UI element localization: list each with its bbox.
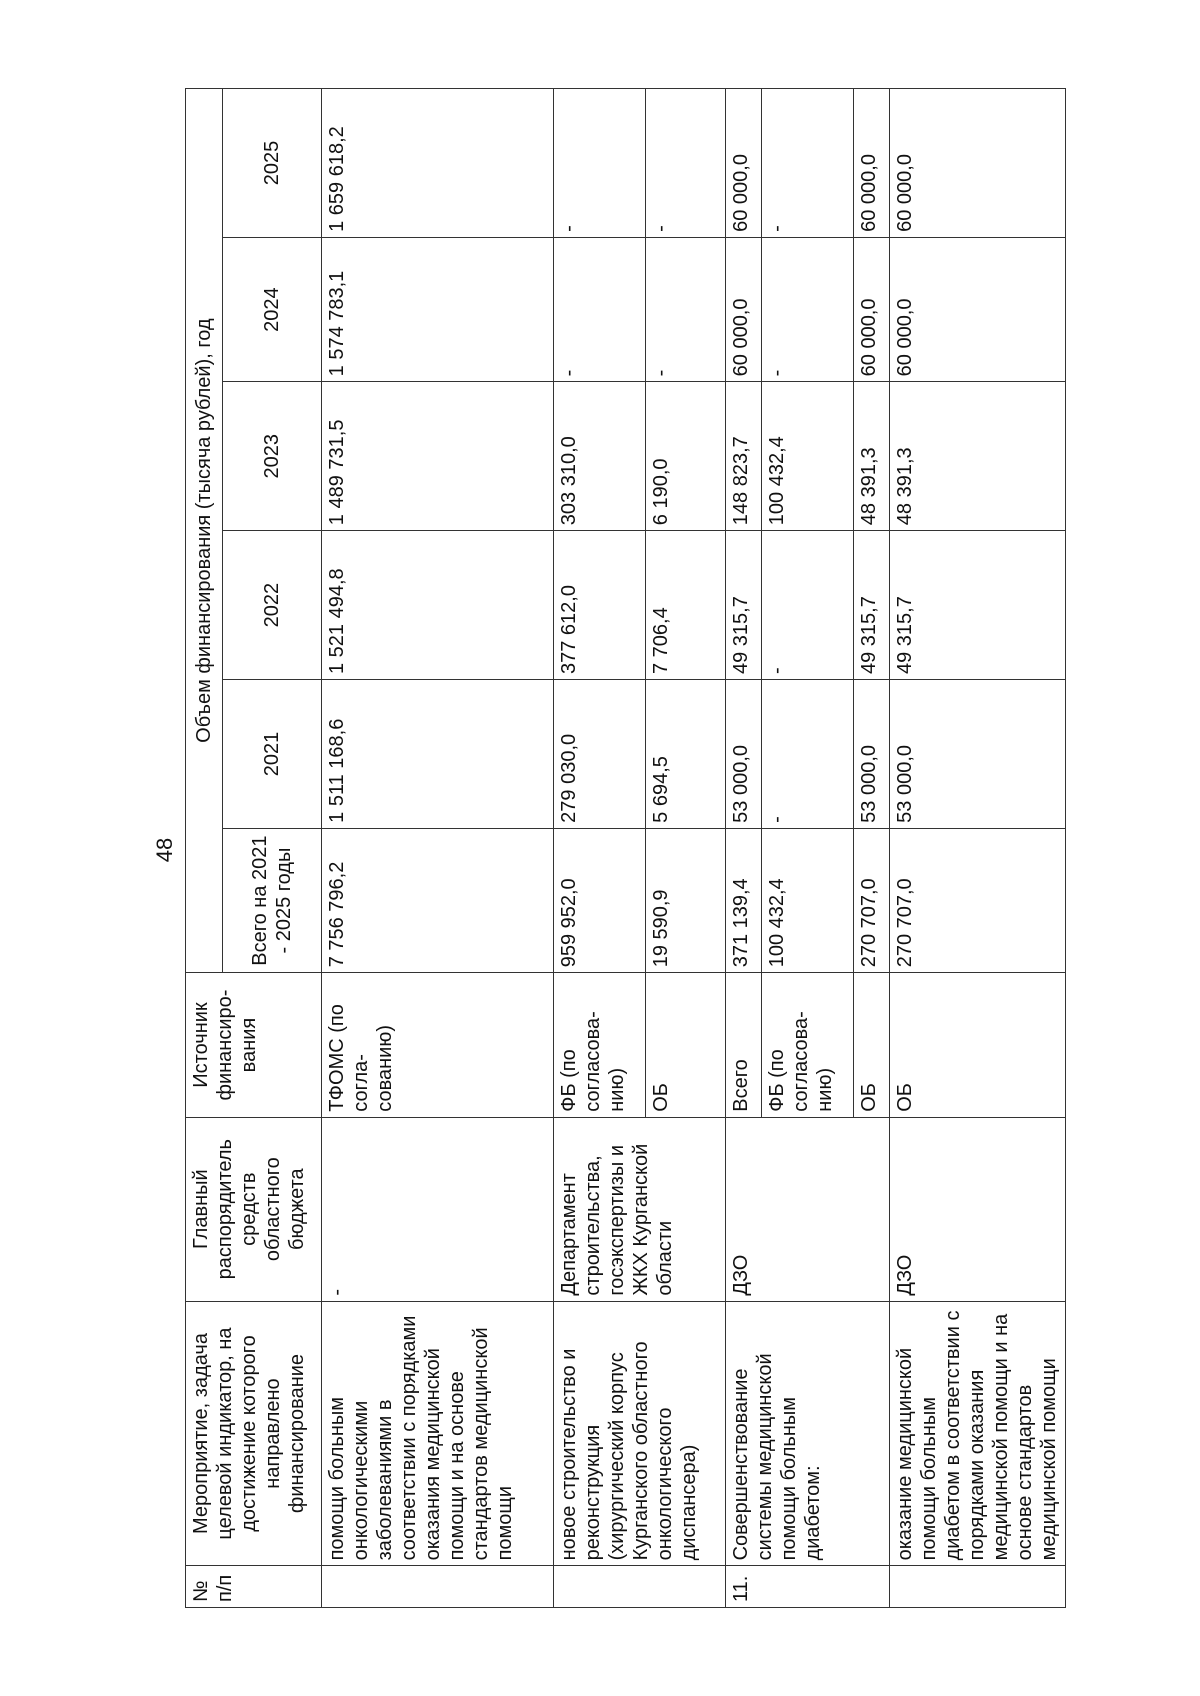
cell-total: 19 590,9	[646, 828, 726, 972]
header-year-2025: 2025	[223, 89, 322, 238]
cell-2022: 377 612,0	[554, 531, 646, 680]
cell-num	[554, 1566, 726, 1608]
cell-2021: 53 000,0	[854, 680, 890, 829]
cell-2022: 49 315,7	[890, 531, 1066, 680]
cell-source: ОБ	[646, 973, 726, 1117]
cell-total: 100 432,4	[762, 828, 854, 972]
cell-2022: 49 315,7	[854, 531, 890, 680]
cell-num	[890, 1566, 1066, 1608]
header-source: Источник финансиро-вания	[186, 973, 322, 1117]
cell-total: 371 139,4	[726, 828, 762, 972]
header-year-2024: 2024	[223, 237, 322, 381]
cell-measure: оказание медицинской помощи больным диабетом в соответствии с порядками оказания медицинской помощи и на основе стандартов медицинской помощи	[890, 1301, 1066, 1566]
header-volume: Объем финансирования (тысяча рублей), год	[186, 89, 223, 973]
header-year-2021: 2021	[223, 680, 322, 829]
cell-manager: Департамент строительства, госэкспертизы и ЖКХ Курганской области	[554, 1117, 726, 1301]
table-row	[554, 89, 646, 1608]
cell-2021: 5 694,5	[646, 680, 726, 829]
cell-2024: 60 000,0	[854, 237, 890, 381]
cell-2025: -	[554, 89, 646, 238]
cell-2023: 303 310,0	[554, 382, 646, 531]
cell-2024: 60 000,0	[890, 237, 1066, 381]
cell-num	[322, 1566, 554, 1608]
cell-2025: 1 659 618,2	[322, 89, 554, 238]
header-num: № п/п	[186, 1566, 322, 1608]
header-year-2023: 2023	[223, 382, 322, 531]
cell-source: ФБ (по согласова-нию)	[554, 973, 646, 1117]
cell-2022: 7 706,4	[646, 531, 726, 680]
cell-2021: 53 000,0	[726, 680, 762, 829]
cell-2022: -	[762, 531, 854, 680]
cell-2023: 1 489 731,5	[322, 382, 554, 531]
cell-2024: -	[762, 237, 854, 381]
header-year-2022: 2022	[223, 531, 322, 680]
table-row	[322, 89, 554, 1608]
cell-source: ФБ (по согласова-нию)	[762, 973, 854, 1117]
funding-table	[185, 88, 1066, 1608]
cell-2024: -	[554, 237, 646, 381]
rotated-table-wrapper	[185, 88, 1095, 1608]
cell-2025: -	[646, 89, 726, 238]
cell-source: ОБ	[854, 973, 890, 1117]
cell-2023: 148 823,7	[726, 382, 762, 531]
cell-total: 270 707,0	[854, 828, 890, 972]
cell-2025: 60 000,0	[854, 89, 890, 238]
cell-total: 7 756 796,2	[322, 828, 554, 972]
cell-source: ОБ	[890, 973, 1066, 1117]
cell-num: 11.	[726, 1566, 890, 1608]
table-row	[890, 89, 1066, 1608]
cell-2022: 49 315,7	[726, 531, 762, 680]
cell-measure: Совершенствование системы медицинской помощи больным диабетом:	[726, 1301, 890, 1566]
cell-2023: 48 391,3	[890, 382, 1066, 531]
page-number: 48	[152, 837, 177, 863]
cell-2023: 100 432,4	[762, 382, 854, 531]
cell-2024: -	[646, 237, 726, 381]
header-total: Всего на 2021 - 2025 годы	[223, 828, 322, 972]
cell-measure: новое строительство и реконструкция (хирургический корпус Курганского областного онкологического диспансера)	[554, 1301, 726, 1566]
cell-2021: 279 030,0	[554, 680, 646, 829]
cell-manager: -	[322, 1117, 554, 1301]
cell-manager: ДЗО	[726, 1117, 890, 1301]
cell-2025: -	[762, 89, 854, 238]
cell-2025: 60 000,0	[890, 89, 1066, 238]
cell-2024: 1 574 783,1	[322, 237, 554, 381]
cell-2021: 1 511 168,6	[322, 680, 554, 829]
cell-2023: 6 190,0	[646, 382, 726, 531]
cell-measure: помощи больным онкологическими заболеваниями в соответствии с порядками оказания медицинской помощи и на основе стандартов медицинской помощи	[322, 1301, 554, 1566]
cell-2021: -	[762, 680, 854, 829]
cell-total: 270 707,0	[890, 828, 1066, 972]
cell-source: Всего	[726, 973, 762, 1117]
cell-2024: 60 000,0	[726, 237, 762, 381]
header-measure: Мероприятие, задача целевой индикатор, на достижение которого направлено финансирование	[186, 1301, 322, 1566]
cell-2021: 53 000,0	[890, 680, 1066, 829]
table-row	[726, 89, 762, 1608]
header-manager: Главный распорядитель средств областного бюджета	[186, 1117, 322, 1301]
cell-2022: 1 521 494,8	[322, 531, 554, 680]
cell-2023: 48 391,3	[854, 382, 890, 531]
cell-total: 959 952,0	[554, 828, 646, 972]
cell-source: ТФОМС (по согла-сованию)	[322, 973, 554, 1117]
header-row-1	[186, 89, 223, 1608]
cell-2025: 60 000,0	[726, 89, 762, 238]
cell-manager: ДЗО	[890, 1117, 1066, 1301]
